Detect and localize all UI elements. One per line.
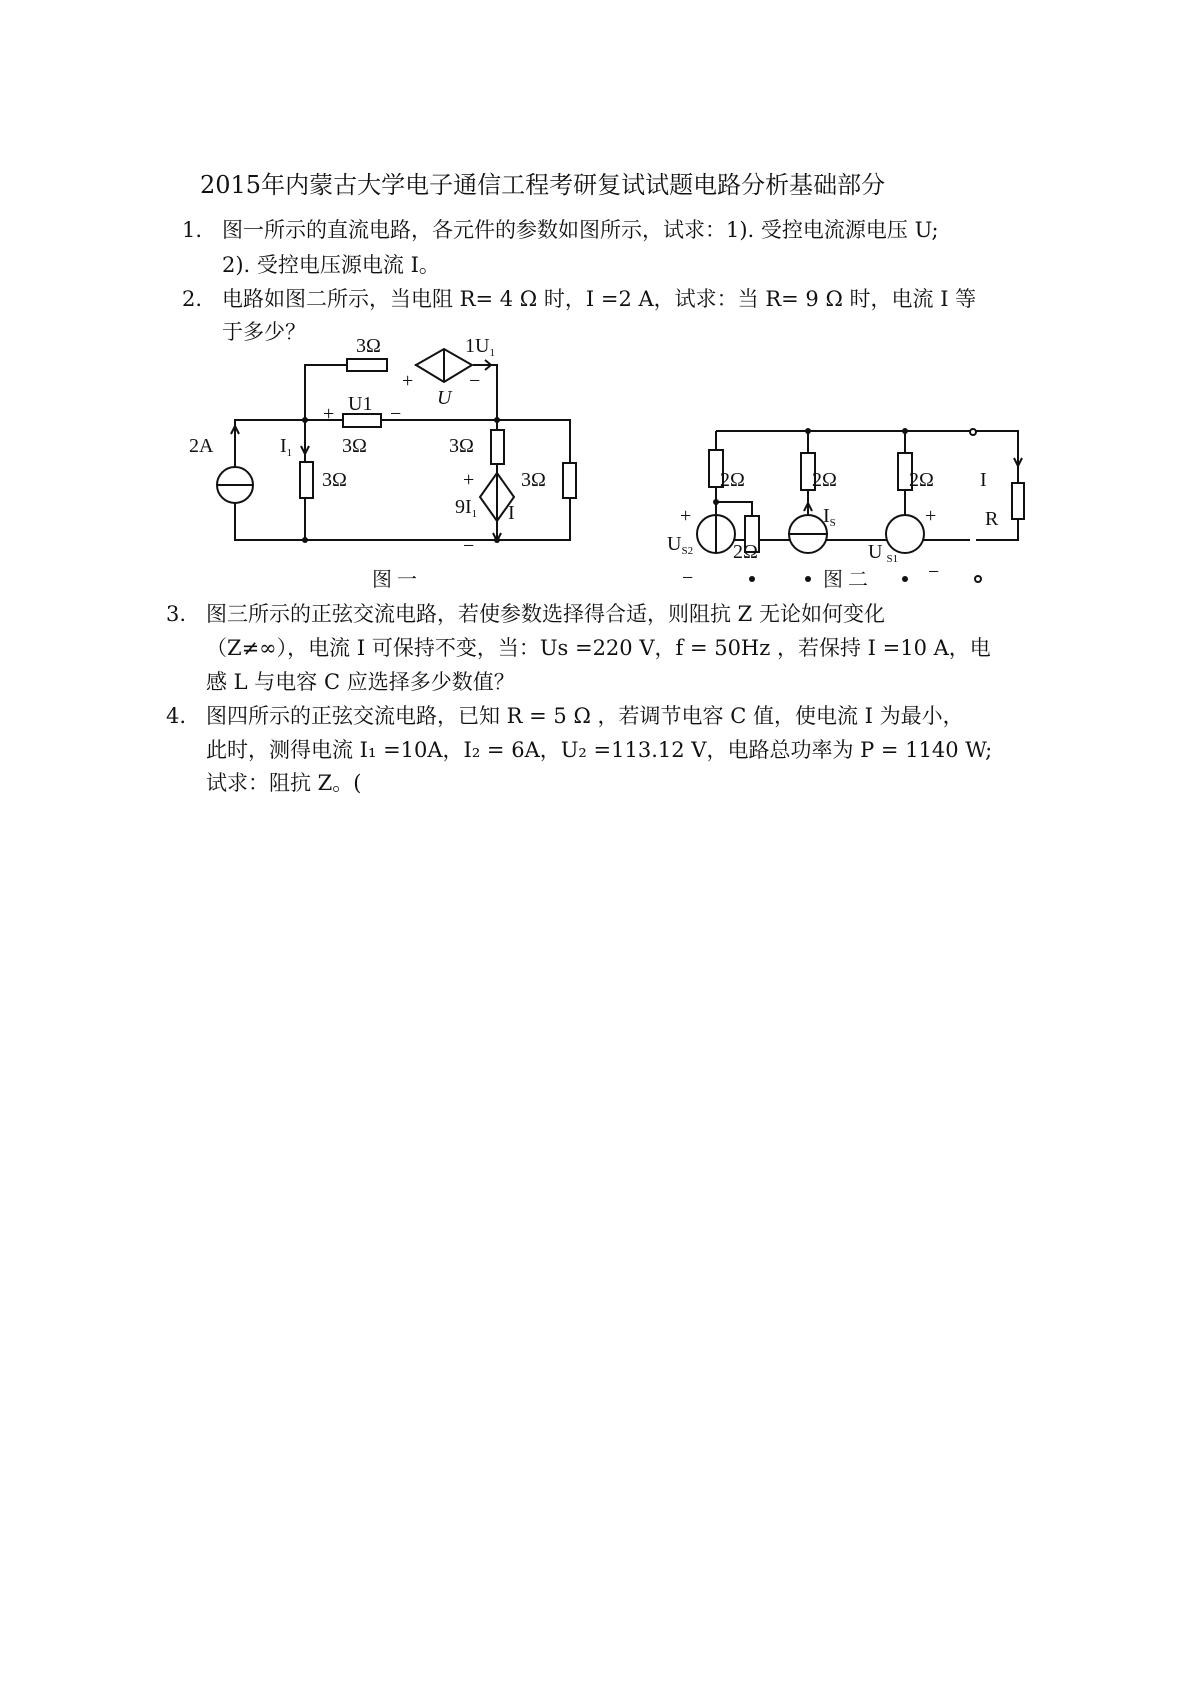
fig1-label: $9I_1$ xyxy=(455,496,478,520)
fig1-label: 3Ω xyxy=(356,335,381,357)
figure-1-caption: 图 一 xyxy=(372,569,417,591)
fig1-label: + xyxy=(463,469,475,491)
q2-line: 于多少？ xyxy=(222,320,306,344)
fig1-label: 3Ω xyxy=(342,435,367,457)
fig1-label: 2A xyxy=(189,435,214,457)
q1-line: 2). 受控电压源电流 I。 xyxy=(222,253,440,277)
fig1-label: I xyxy=(508,502,515,524)
q3-line: 图三所示的正弦交流电路，若使参数选择得合适，则阻抗 Z 无论如何变化 xyxy=(206,602,885,626)
fig2-label: 2Ω xyxy=(909,469,934,491)
fig2-label: $U_{S2}$ xyxy=(667,533,694,557)
fig1-label: − xyxy=(390,403,402,425)
fig2-label: 2Ω xyxy=(733,541,758,563)
fig2-label: + xyxy=(680,505,692,527)
fig2-label: R xyxy=(985,508,999,530)
fig1-label: U1 xyxy=(348,393,373,415)
q2-line: 电路如图二所示，当电阻 R= 4 Ω 时，I =2 A，试求：当 R= 9 Ω 时，电流 I 等 xyxy=(222,287,977,311)
q3-number: 3. xyxy=(166,602,187,626)
fig1-label: − xyxy=(469,370,481,392)
fig2-label: + xyxy=(925,505,937,527)
fig2-label: $I_S$ xyxy=(823,505,836,529)
q3-line: （Z≠∞），电流 I 可保持不变，当：Us =220 V，f = 50Hz ，若保持 I =10 A，电 xyxy=(206,636,991,660)
fig2-label: − xyxy=(682,567,694,589)
fig1-label: + xyxy=(402,370,414,392)
page-title: 2015年内蒙古大学电子通信工程考研复试试题电路分析基础部分 xyxy=(200,171,886,199)
figure-2-caption: 图 二 xyxy=(823,569,868,591)
q1-line: 图一所示的直流电路，各元件的参数如图所示，试求：1). 受控电流源电压 U; xyxy=(222,218,939,242)
q1-number: 1. xyxy=(182,218,203,242)
fig1-label: + xyxy=(323,403,335,425)
fig1-label: 3Ω xyxy=(449,435,474,457)
fig2-label: I xyxy=(980,469,987,491)
fig1-label: 3Ω xyxy=(322,469,347,491)
fig1-label: $I_1$ xyxy=(280,435,293,459)
q4-number: 4. xyxy=(166,704,187,728)
q4-line: 图四所示的正弦交流电路，已知 R = 5 Ω ，若调节电容 C 值，使电流 I 为最小， xyxy=(206,704,964,728)
fig1-label: − xyxy=(463,535,475,557)
fig2-label: U $_{S1}$ xyxy=(868,541,899,565)
fig1-label: $1U_1$ xyxy=(465,335,495,359)
fig2-label: 2Ω xyxy=(720,469,745,491)
fig1-label: U xyxy=(437,387,452,409)
q2-number: 2. xyxy=(182,287,203,311)
fig2-label: − xyxy=(928,561,940,583)
q3-line: 感 L 与电容 C 应选择多少数值？ xyxy=(206,670,515,694)
q4-line: 此时，测得电流 I₁ =10A，I₂ = 6A，U₂ =113.12 V，电路总功率为 P = 1140 W; xyxy=(206,738,993,762)
fig2-label: 2Ω xyxy=(812,469,837,491)
q4-line: 试求：阻抗 Z。( xyxy=(206,771,362,795)
figure-1-circuit xyxy=(217,349,576,541)
fig1-label: 3Ω xyxy=(521,469,546,491)
